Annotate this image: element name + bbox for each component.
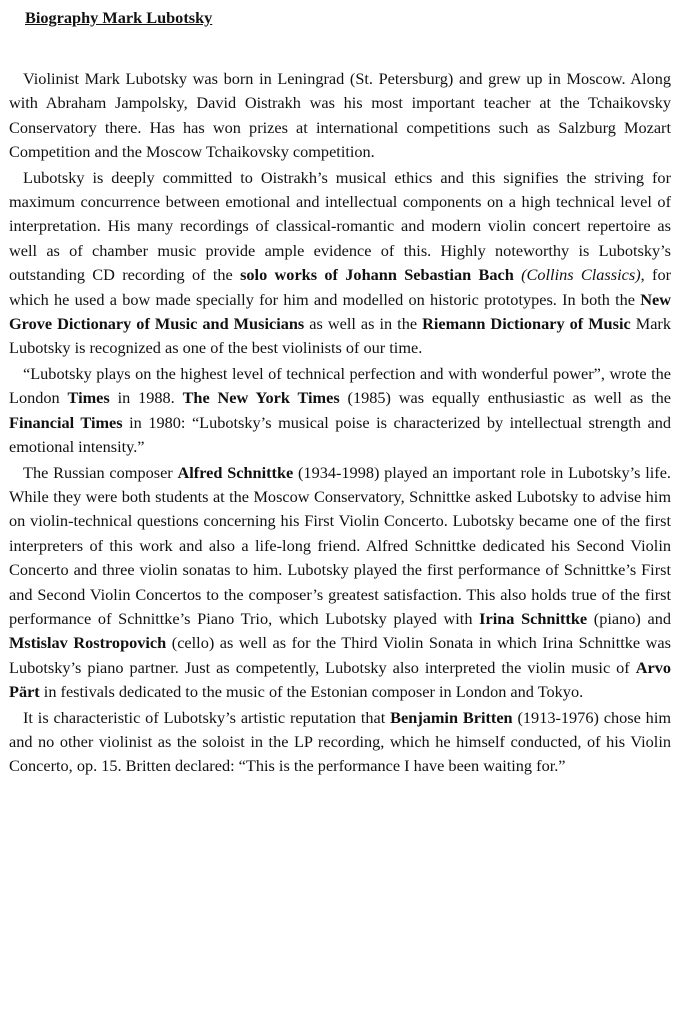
paragraph-text: It is characteristic of Lubotsky’s artistic reputation that: [23, 707, 391, 727]
paragraph-text: Lubotsky is deeply committed to Oistrakh’s musical ethics and this signifies the striving for maximum concurrence between emotional and intellectual components on a high technical level of interpretation. His many recordings of classical-romantic and modern violin concert repertoire as well as of chamber music provide ample evidence of this. Highly noteworthy is Lubotsky’s outstanding CD recording of the: [9, 167, 671, 285]
paragraph-schnittke: [9, 461, 671, 705]
bold-phrase-arvo-part: Arvo Pärt: [9, 657, 671, 702]
paragraph-text: “Lubotsky plays on the highest level of technical perfection and with wonderful power”, wrote the London: [9, 363, 671, 408]
paragraph-text: , for which he used a bow made specially for him and modelled on historic prototypes. In both the: [9, 265, 672, 309]
paragraph-text: in 1980: “Lubotsky’s musical poise is characterized by intellectual strength and emotional intensity.”: [9, 412, 672, 457]
bold-phrase-new-grove: New Grove Dictionary of Music and Musicians: [9, 289, 671, 334]
paragraph-text: Mark Lubotsky is recognized as one of the best violinists of our time.: [9, 314, 671, 358]
bold-phrase-times: Times: [67, 388, 110, 408]
bold-phrase-new-york-times: The New York Times: [182, 388, 340, 408]
paragraph-text: (piano) and: [587, 608, 671, 628]
page-title: Biography Mark Lubotsky: [25, 8, 213, 27]
paragraph-early-life: [9, 67, 671, 165]
bold-phrase-benjamin-britten: Benjamin Britten: [390, 707, 513, 727]
bold-phrase-alfred-schnittke: Alfred Schnittke: [177, 462, 294, 482]
bold-phrase-financial-times: Financial Times: [9, 412, 123, 432]
bold-phrase-riemann: Riemann Dictionary of Music: [422, 314, 631, 334]
bold-phrase-rostropovich: Mstislav Rostropovich: [9, 633, 167, 653]
paragraph-text: (1934-1998) played an important role in Lubotsky’s life. While they were both students at the Moscow Conservatory, Schnittke asked Lubotsky to advise him on violin-technical questions concerning his First Violin Concerto. Lubotsky became one of the first interpreters of this work and also a life-long friend. Alfred Schnittke dedicated his Second Violin Concerto and three violin sonatas to him. Lubotsky played the first performance of Schnittke’s First and Second Violin Concertos to the composer’s greatest satisfaction. This also holds true of the first performance of Schnittke’s Piano Trio, which Lubotsky played with: [9, 462, 671, 628]
italic-label-collins-classics: (Collins Classics): [521, 265, 641, 285]
paragraph-text: (cello) as well as for the Third Violin Sonata in which Irina Schnittke was Lubotsky’s piano partner. Just as competently, Lubotsky also interpreted the violin music of: [9, 633, 671, 677]
paragraph-text: (1913-1976) chose him and no other violinist as the soloist in the LP recording, which he himself conducted, of his Violin Concerto, op. 15. Britten declared: “This is the performance I have been waiting for.”: [9, 707, 672, 776]
paragraph-text: Violinist Mark Lubotsky was born in Leningrad (St. Petersburg) and grew up in Moscow. Along with Abraham Jampolsky, David Oistrakh was his most important teacher at the Tchaikovsky Conservatory there. Has has won prizes at international competitions such as Salzburg Mozart Competition and the Moscow Tchaikovsky competition.: [9, 69, 671, 162]
paragraph-text: (1985) was equally enthusiastic as well as the: [339, 388, 671, 408]
paragraph-text: The Russian composer: [23, 462, 178, 482]
paragraph-text: in festivals dedicated to the music of the Estonian composer in London and Tokyo.: [39, 682, 584, 702]
paragraph-musical-ethics: [9, 166, 671, 361]
bold-phrase-irina-schnittke: Irina Schnittke: [479, 608, 588, 628]
paragraph-text: in 1988.: [109, 388, 183, 408]
paragraph-press-quotes: [9, 362, 671, 460]
paragraph-text: as well as in the: [304, 314, 423, 334]
bold-phrase-bach-solo-works: solo works of Johann Sebastian Bach: [240, 265, 514, 285]
paragraph-britten: [9, 706, 671, 779]
